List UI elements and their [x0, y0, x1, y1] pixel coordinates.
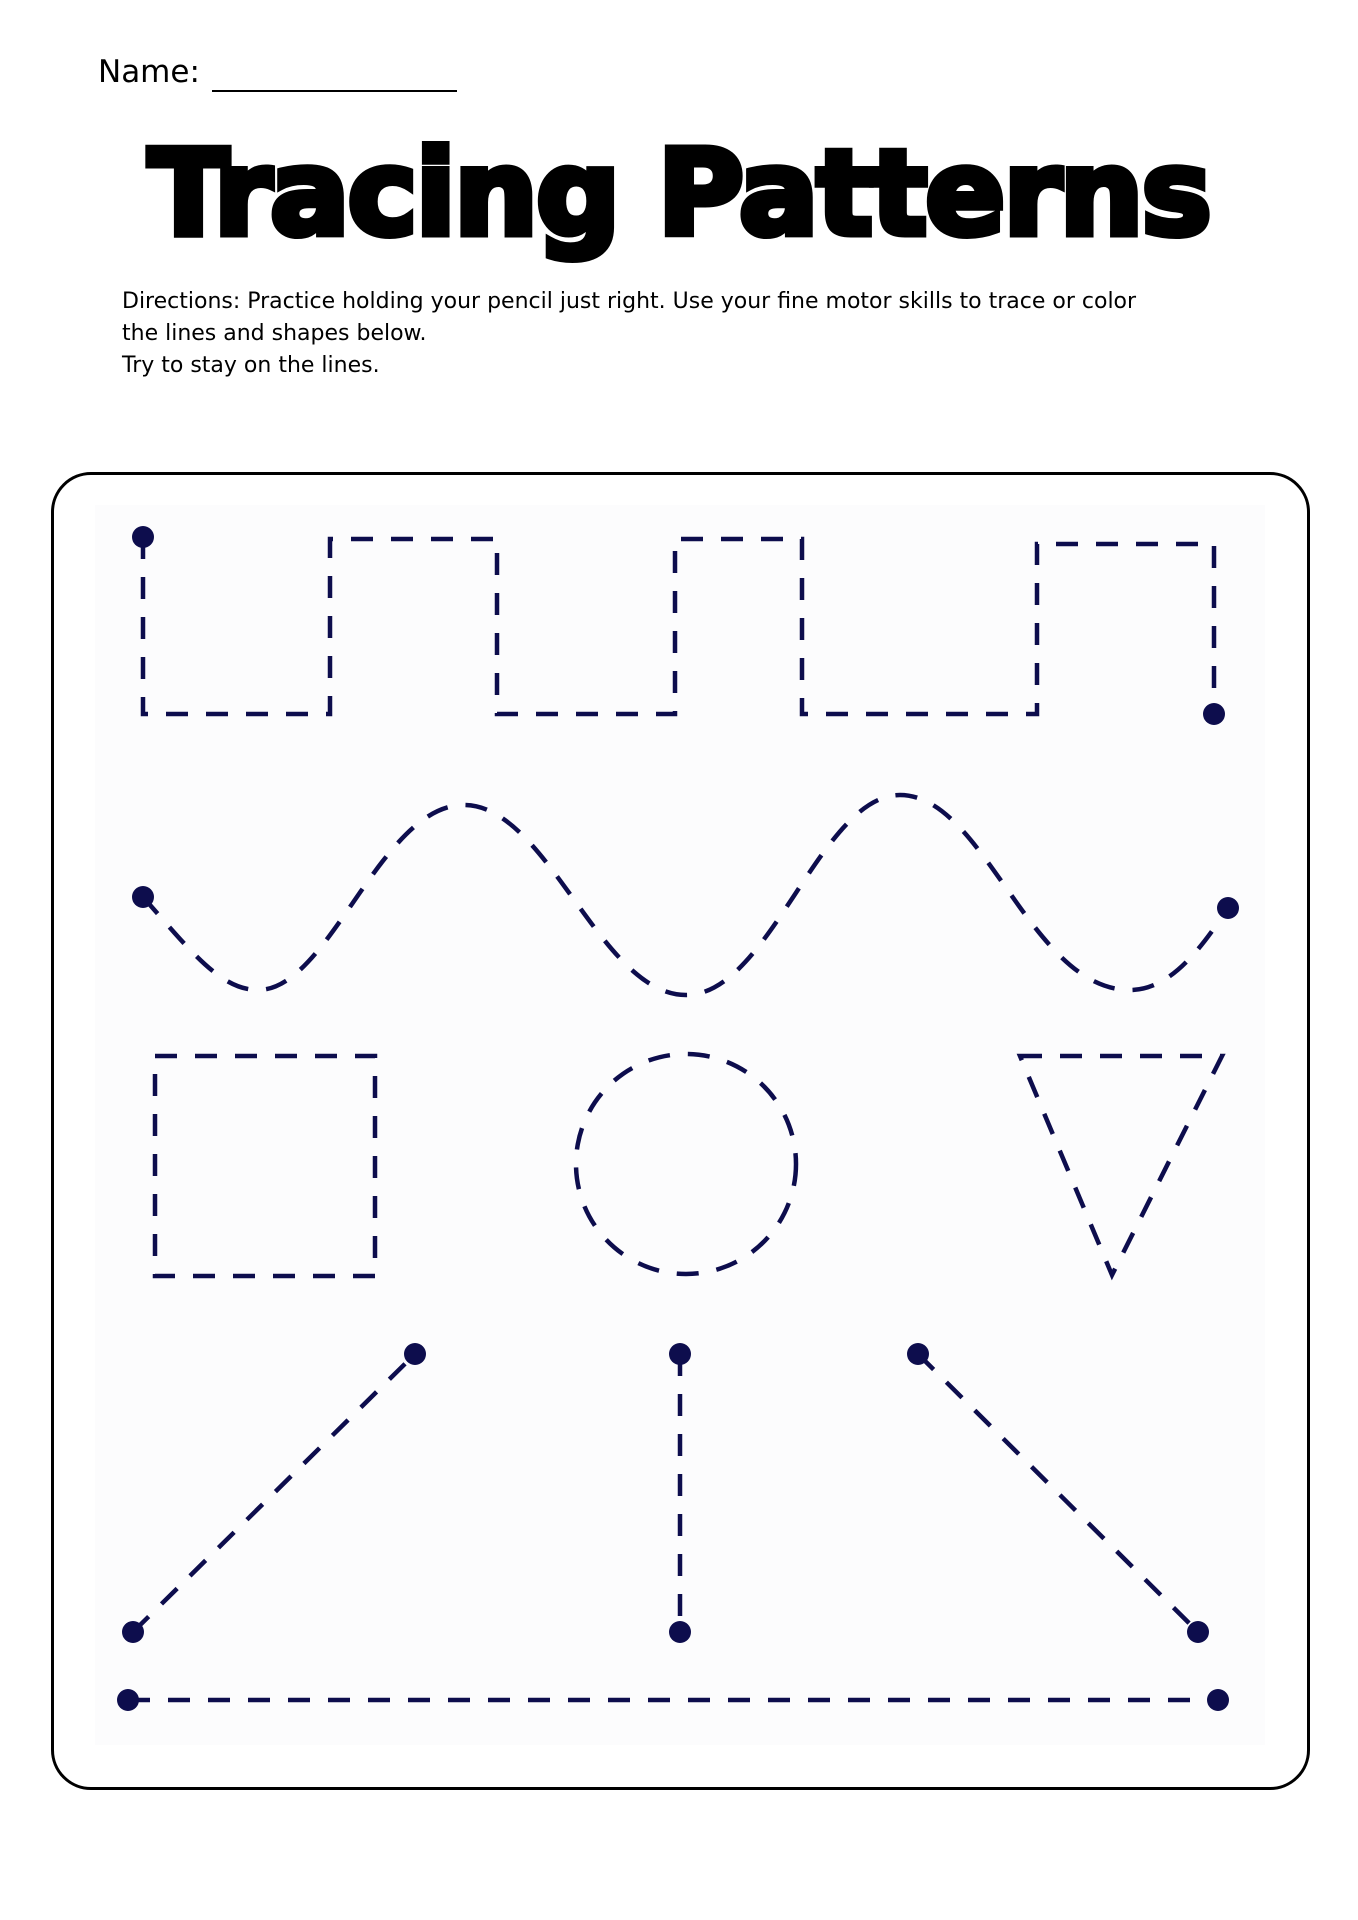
diagonal-line-up-right-path[interactable]	[133, 1354, 415, 1632]
end-dot[interactable]	[1217, 897, 1239, 919]
start-dot[interactable]	[122, 1621, 144, 1643]
triangle-shape-path[interactable]	[1020, 1056, 1222, 1275]
start-dot[interactable]	[907, 1343, 929, 1365]
directions-line-3: Try to stay on the lines.	[122, 353, 380, 378]
end-dot[interactable]	[669, 1621, 691, 1643]
circle-shape-path[interactable]	[576, 1054, 796, 1274]
start-dot[interactable]	[117, 1689, 139, 1711]
directions-line-1: Directions: Practice holding your pencil just right. Use your fine motor skills to trace or color	[122, 289, 1137, 314]
end-dot[interactable]	[404, 1343, 426, 1365]
start-dot[interactable]	[132, 886, 154, 908]
end-dot[interactable]	[1203, 703, 1225, 725]
start-dot[interactable]	[669, 1343, 691, 1365]
square-wave-path[interactable]	[143, 537, 1214, 714]
end-dot[interactable]	[1187, 1621, 1209, 1643]
name-label: Name:	[98, 54, 200, 90]
directions-line-2: the lines and shapes below.	[122, 321, 427, 346]
page-title: Tracing Patterns	[148, 124, 1210, 262]
diagonal-line-down-right-path[interactable]	[918, 1354, 1198, 1632]
square-shape-path[interactable]	[155, 1056, 375, 1276]
wavy-path[interactable]	[143, 795, 1228, 995]
end-dot[interactable]	[1207, 1689, 1229, 1711]
start-dot[interactable]	[132, 526, 154, 548]
